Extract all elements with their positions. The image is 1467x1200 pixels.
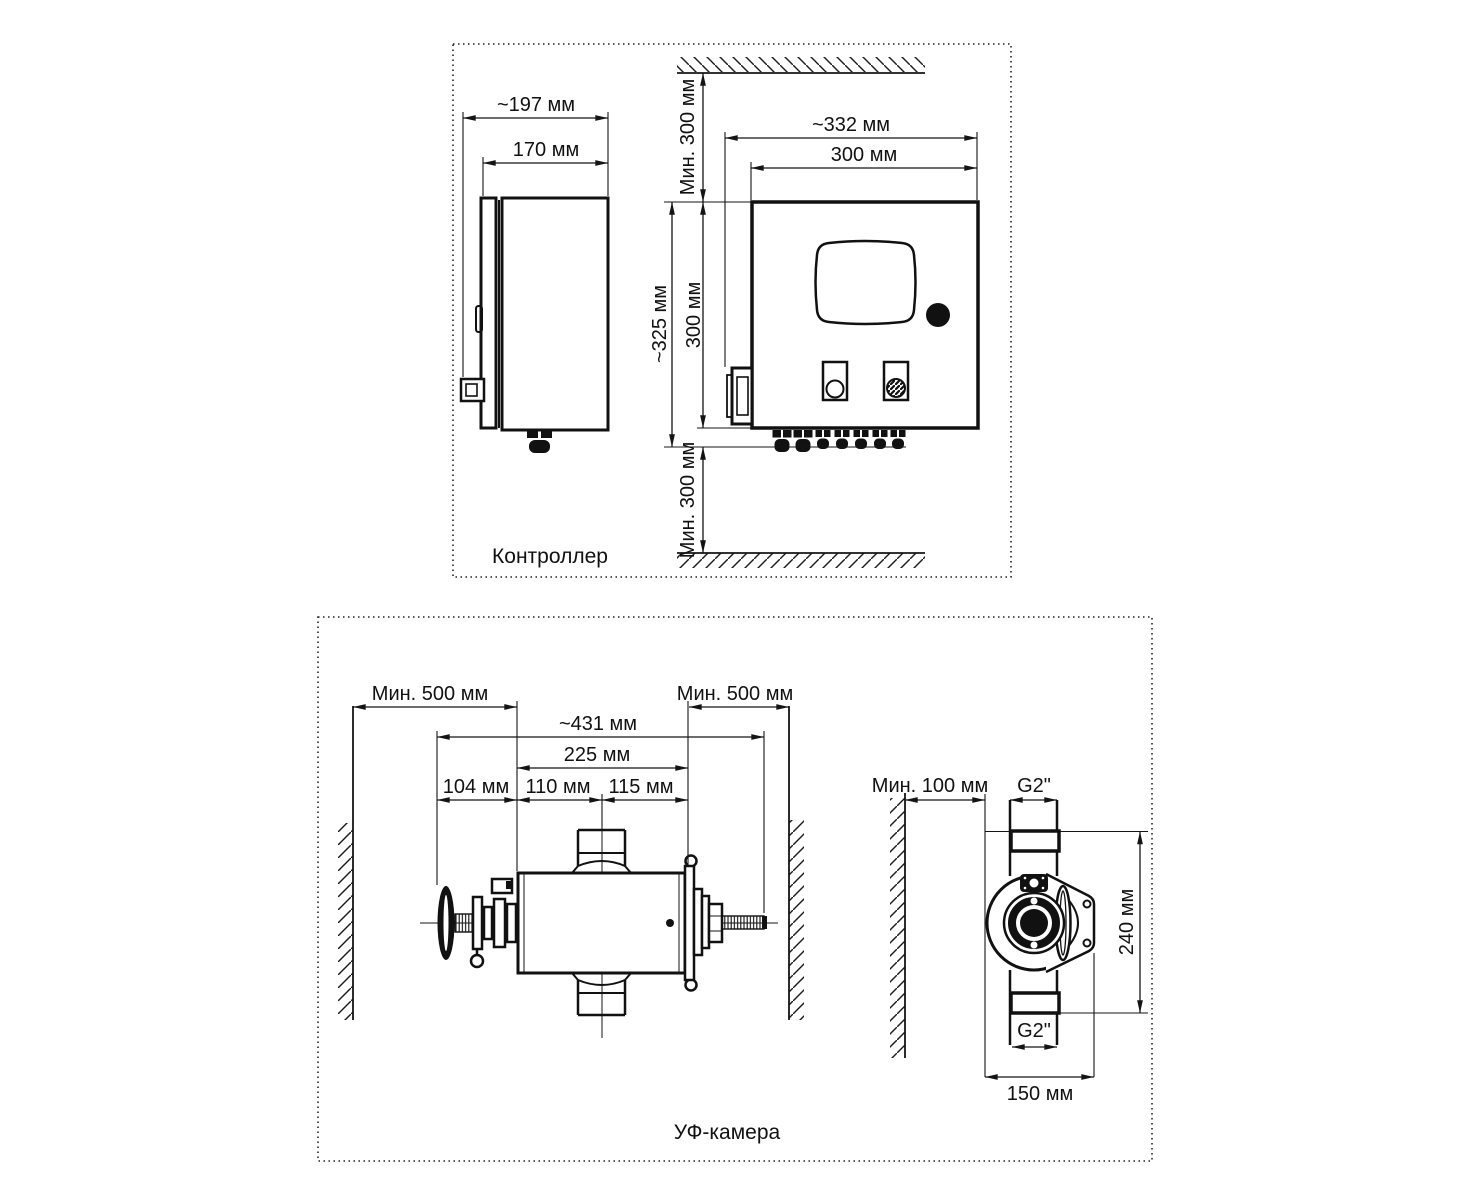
cable-gland [891,430,906,449]
lamp-gland-nut [709,904,722,942]
right-wall [789,706,804,1020]
uv-chamber-caption: УФ-камера [673,1121,781,1144]
left-wall [338,706,353,1020]
controller-body-side [502,198,608,430]
cable-glands-row [773,430,906,452]
cable-gland [794,430,813,452]
cable-gland-side [527,430,552,453]
dim-width-body: 300 мм [830,144,898,166]
top-bracket [492,879,512,893]
dim-thread-top: G2" [1017,775,1051,797]
lamp-flange [685,856,709,991]
nameplate-badge [1020,874,1048,892]
cable-gland [873,430,888,449]
pipe-collar-top [1011,831,1059,851]
cable-gland [773,430,792,452]
dim-height-body: 300 мм [683,281,705,349]
uv-chamber-section [318,617,1152,1161]
cable-gland [854,430,869,449]
dim-valve-section: 104 мм [442,776,510,798]
door-hinge-bump [476,306,482,332]
dim-inlet-to-body: 110 мм [525,776,591,798]
valve-bonnet [473,897,516,949]
dim-depth-overall: ~197 мм [496,94,576,116]
cable-gland [835,430,850,449]
ceiling-hatch [677,57,925,73]
chamber-body [518,873,685,973]
dim-wall-clearance: Мин. 100 мм [871,775,989,797]
uv-chamber-side-view [420,822,778,1038]
dim-connection-height: 240 мм [1116,888,1138,956]
dim-clearance-bottom: Мин. 300 мм [677,441,699,559]
floor-hatch [677,553,925,568]
valve-spindle [455,914,473,932]
dim-length-overall: ~431 мм [558,713,638,735]
dim-body-to-outlet: 115 мм [608,776,674,798]
cable-gland [816,430,831,449]
handwheel[interactable] [438,886,455,960]
end-view-wall [890,793,905,1058]
dim-clearance-left: Мин. 500 мм [371,683,489,705]
dim-depth-overall-uv: 150 мм [1006,1083,1074,1105]
lamp-connector [722,916,767,929]
dim-height-overall: ~325 мм [649,284,671,364]
indicator-panel-left [823,362,847,400]
controller-side-view [461,198,608,453]
dim-depth-body: 170 мм [512,139,580,161]
door-latch-front [727,368,752,424]
dim-body-length: 225 мм [563,744,631,766]
controller-caption: Контроллер [492,545,608,568]
dim-thread-bottom: G2" [1017,1020,1051,1042]
indicator-panel-right [884,362,908,400]
dim-clearance-top: Мин. 300 мм [677,78,699,196]
quartz-hub [1004,893,1064,953]
pipe-collar-bottom [1011,993,1059,1013]
controller-section [453,44,1011,577]
sensor-dot [666,919,674,927]
controller-front-view [727,202,978,452]
power-button[interactable] [926,303,950,327]
dim-clearance-right: Мин. 500 мм [676,683,794,705]
door-latch-side [461,379,484,401]
drain-valve[interactable] [471,949,483,967]
dim-width-overall: ~332 мм [811,114,891,136]
